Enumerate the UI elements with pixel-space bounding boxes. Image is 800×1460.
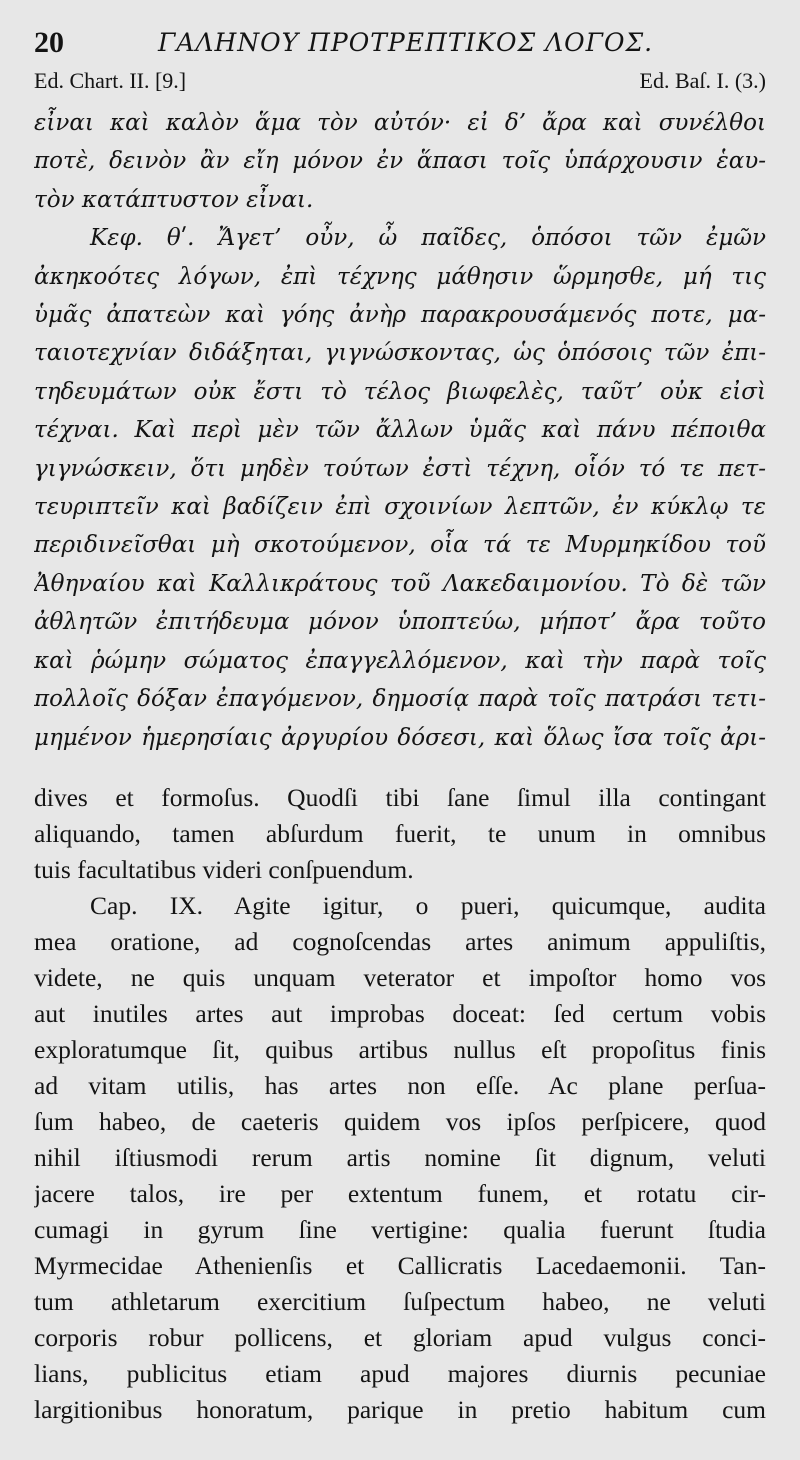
latin-line: cumagi in gyrum ſine vertigine: qualia fuerunt ſtudia [34, 1215, 766, 1244]
latin-line: ad vitam utilis, has artes non eſſe. Ac plane perſua- [34, 1071, 766, 1100]
edition-chart-reference: Ed. Chart. II. [9.] [34, 68, 187, 93]
latin-line: dives et formoſus. Quodſi tibi ſane ſimul illa contingant [34, 783, 766, 812]
latin-line: tum athletarum exercitium ſuſpectum habeo, ne veluti [34, 1287, 766, 1316]
latin-line: tuis facultatibus videri conſpuendum. [34, 855, 414, 884]
greek-line: τευριπτεῖν καὶ βαδίζειν ἐπὶ σχοινίων λεπτῶν, ἐν κύκλῳ τε [34, 494, 766, 521]
greek-line: τηδευμάτων οὐκ ἔστι τὸ τέλος βιωφελὲς, ταῦτ’ οὐκ εἰσὶ [34, 378, 766, 405]
latin-text-block [34, 780, 766, 1428]
greek-line: ποτὲ, δεινὸν ἂν εἴη μόνον ἐν ἅπασι τοῖς ὑπάρχουσιν ἑαυ- [34, 148, 766, 175]
greek-line: πολλοῖς δόξαν ἐπαγόμενον, δημοσίᾳ παρὰ τοῖς πατράσι τετι- [34, 686, 766, 713]
greek-line: μημένον ἡμερησίαις ἀργυρίου δόσεσι, καὶ ὅλως ἴσα τοῖς ἀρι- [34, 724, 766, 751]
latin-line: Myrmecidae Athenienſis et Callicratis Lacedaemonii. Tan- [34, 1251, 766, 1280]
latin-line: aut inutiles artes aut improbas doceat: ſed certum vobis [34, 999, 766, 1028]
latin-line: videte, ne quis unquam veterator et impoſtor homo vos [34, 963, 766, 992]
greek-line: γιγνώσκειν, ὅτι μηδὲν τούτων ἐστὶ τέχνη, οἷόν τό τε πετ- [34, 455, 766, 482]
greek-line: ἀθλητῶν ἐπιτήδευμα μόνον ὑποπτεύω, μήποτ’ ἄρα τοῦτο [34, 609, 766, 636]
edition-references [34, 68, 766, 102]
greek-line: ταιοτεχνίαν διδάξηται, γιγνώσκοντας, ὡς ὁπόσοις τῶν ἐπι- [34, 340, 766, 367]
latin-line: lians, publicitus etiam apud majores diurnis pecuniae [34, 1359, 766, 1388]
greek-line: Ἀθηναίου καὶ Καλλικράτους τοῦ Λακεδαιμονίου. Τὸ δὲ τῶν [34, 570, 766, 597]
greek-line: εἶναι καὶ καλὸν ἅμα τὸν αὐτόν· εἰ δ’ ἄρα καὶ συνέλθοι [34, 110, 766, 136]
greek-line: ἀκηκοότες λόγων, ἐπὶ τέχνης μάθησιν ὥρμησθε, μή τις [34, 263, 766, 290]
latin-line: ſum habeo, de caeteris quidem vos ipſos perſpicere, quod [34, 1107, 766, 1136]
latin-line: exploratumque ſit, quibus artibus nullus eſt propoſitus finis [34, 1035, 766, 1064]
greek-line: τὸν κατάπτυστον εἶναι. [34, 186, 314, 213]
page-number: 20 [34, 26, 64, 59]
greek-line: καὶ ῥώμην σώματος ἐπαγγελλόμενον, καὶ τὴν παρὰ τοῖς [34, 647, 766, 674]
latin-line: jacere talos, ire per extentum funem, et rotatu cir- [34, 1179, 766, 1208]
greek-line: τέχναι. Καὶ περὶ μὲν τῶν ἄλλων ὑμᾶς καὶ πάνυ πέποιθα [34, 417, 766, 444]
greek-line: ὑμᾶς ἀπατεὼν καὶ γόης ἀνὴρ παρακρουσάμενός ποτε, μα- [34, 302, 766, 329]
greek-line: Κεφ. θʹ. Ἄγετ’ οὖν, ὦ παῖδες, ὁπόσοι τῶν ἐμῶν [90, 225, 766, 252]
latin-line: Cap. IX. Agite igitur, o pueri, quicumque, audita [90, 891, 766, 920]
latin-line: nihil iſtiusmodi rerum artis nomine ſit dignum, veluti [34, 1143, 766, 1172]
page-header [34, 26, 760, 66]
latin-line: aliquando, tamen abſurdum fuerit, te unum in omnibus [34, 819, 766, 848]
greek-text-block [34, 104, 766, 757]
greek-line: περιδινεῖσθαι μὴ σκοτούμενον, οἷα τά τε Μυρμηκίδου τοῦ [34, 532, 766, 559]
latin-line: mea oratione, ad cognoſcendas artes animum appuliſtis, [34, 927, 766, 956]
latin-line: corporis robur pollicens, et gloriam apud vulgus conci- [34, 1323, 766, 1352]
edition-basel-reference: Ed. Baſ. I. (3.) [639, 68, 766, 93]
latin-line: largitionibus honoratum, parique in pretio habitum cum [34, 1395, 766, 1424]
running-title: ΓΑΛΗΝΟΥ ΠΡΟΤΡΕΠΤΙΚΟΣ ΛΟΓΟΣ. [158, 28, 654, 57]
